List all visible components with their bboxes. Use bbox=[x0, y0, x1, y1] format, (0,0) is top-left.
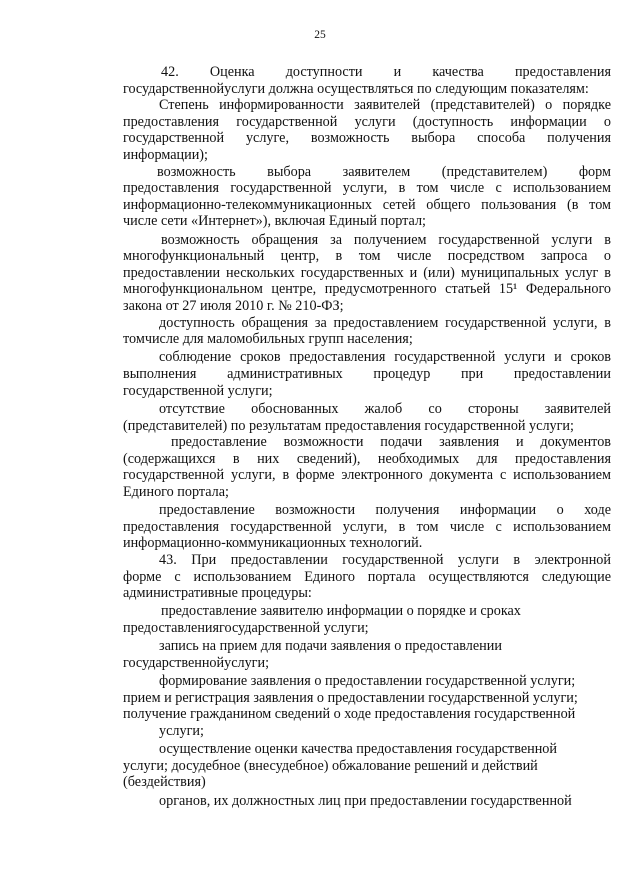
text-line: органов, их должностных лиц при предоставлении государственной bbox=[159, 792, 572, 809]
text-line: формирование заявления о предоставлении государственной услуги; bbox=[159, 673, 576, 690]
text-line: государственной услуге, возможность выбора способа получения bbox=[123, 130, 611, 147]
text-line: предоставление возможности подачи заявления и документов bbox=[171, 434, 611, 451]
text-line: (бездействия) bbox=[123, 774, 206, 791]
text-line: предоставлениягосударственной услуги; bbox=[123, 620, 369, 637]
text-line: (содержащихся в них сведений), необходимых для предоставления bbox=[123, 450, 611, 467]
text-line: возможность выбора заявителем (представителем) форм bbox=[157, 163, 611, 180]
text-line: выполнения административных процедур при предоставлении bbox=[123, 366, 611, 383]
text-line: закона от 27 июля 2010 г. № 210-ФЗ; bbox=[123, 298, 344, 314]
text-line: предоставления государственной услуги, в том числе с использованием bbox=[123, 180, 611, 197]
text-line: административные процедуры: bbox=[123, 585, 312, 602]
text-line: возможность обращения за получением государственной услуги в bbox=[161, 231, 611, 248]
text-line: отсутствие обоснованных жалоб со стороны заявителей bbox=[159, 400, 611, 417]
text-line: информации); bbox=[123, 146, 208, 163]
text-line: государственной услуги; bbox=[123, 382, 273, 399]
document-body bbox=[123, 64, 611, 809]
text-line: доступность обращения за предоставлением государственной услуги, в bbox=[159, 314, 611, 331]
text-line: услуги; досудебное (внесудебное) обжалование решений и действий bbox=[123, 757, 538, 774]
text-line: 43. При предоставлении государственной услуги в электронной bbox=[159, 551, 611, 568]
text-line: получение гражданином сведений о ходе предоставления государственной bbox=[123, 706, 576, 723]
text-line: числе сети «Интернет»), включая Единый портал; bbox=[123, 213, 426, 230]
text-line: информационно-коммуникационных технологий. bbox=[123, 535, 423, 552]
text-line: услуги; bbox=[159, 722, 204, 739]
text-line: осуществление оценки качества предоставления государственной bbox=[159, 741, 557, 758]
text-line: предоставления государственной услуги (доступность информации о bbox=[123, 113, 611, 130]
text-line: государственнойуслуги должна осуществляться по следующим показателям: bbox=[123, 80, 589, 97]
text-line: предоставление возможности получения информации о ходе bbox=[159, 502, 611, 519]
text-line: предоставлении нескольких государственных и (или) муниципальных услуг в bbox=[123, 264, 611, 281]
text-line: государственнойуслуги; bbox=[123, 654, 270, 671]
text-line: информационно-телекоммуникационных сетей общего пользования (в том bbox=[123, 196, 611, 213]
text-line: томчисле для маломобильных групп населения; bbox=[123, 331, 413, 348]
text-line: предоставления государственной услуги, в том числе с использованием bbox=[123, 518, 611, 535]
text-line: прием и регистрация заявления о предоставлении государственной услуги; bbox=[123, 689, 578, 706]
text-line: многофункциональном центре, предусмотренного статьей 15¹ Федерального bbox=[123, 281, 611, 298]
text-line: Степень информированности заявителей (представителей) о порядке bbox=[159, 97, 611, 114]
text-line: форме с использованием Единого портала осуществляются следующие bbox=[123, 568, 611, 585]
text-line: соблюдение сроков предоставления государственной услуги и сроков bbox=[159, 349, 611, 366]
text-line: запись на прием для подачи заявления о предоставлении bbox=[159, 638, 502, 655]
text-line: предоставление заявителю информации о порядке и сроках bbox=[161, 603, 521, 620]
text-line: многофункциональный центр, в том числе посредством запроса о bbox=[123, 248, 611, 265]
text-line: государственной услуги, в форме электронного документа с использованием bbox=[123, 467, 611, 484]
page-number: 25 bbox=[314, 29, 326, 41]
text-line: Единого портала; bbox=[123, 483, 229, 500]
text-line: (представителей) по результатам предоставления государственной услуги; bbox=[123, 417, 574, 434]
text-line: 42. Оценка доступности и качества предоставления bbox=[161, 64, 611, 80]
